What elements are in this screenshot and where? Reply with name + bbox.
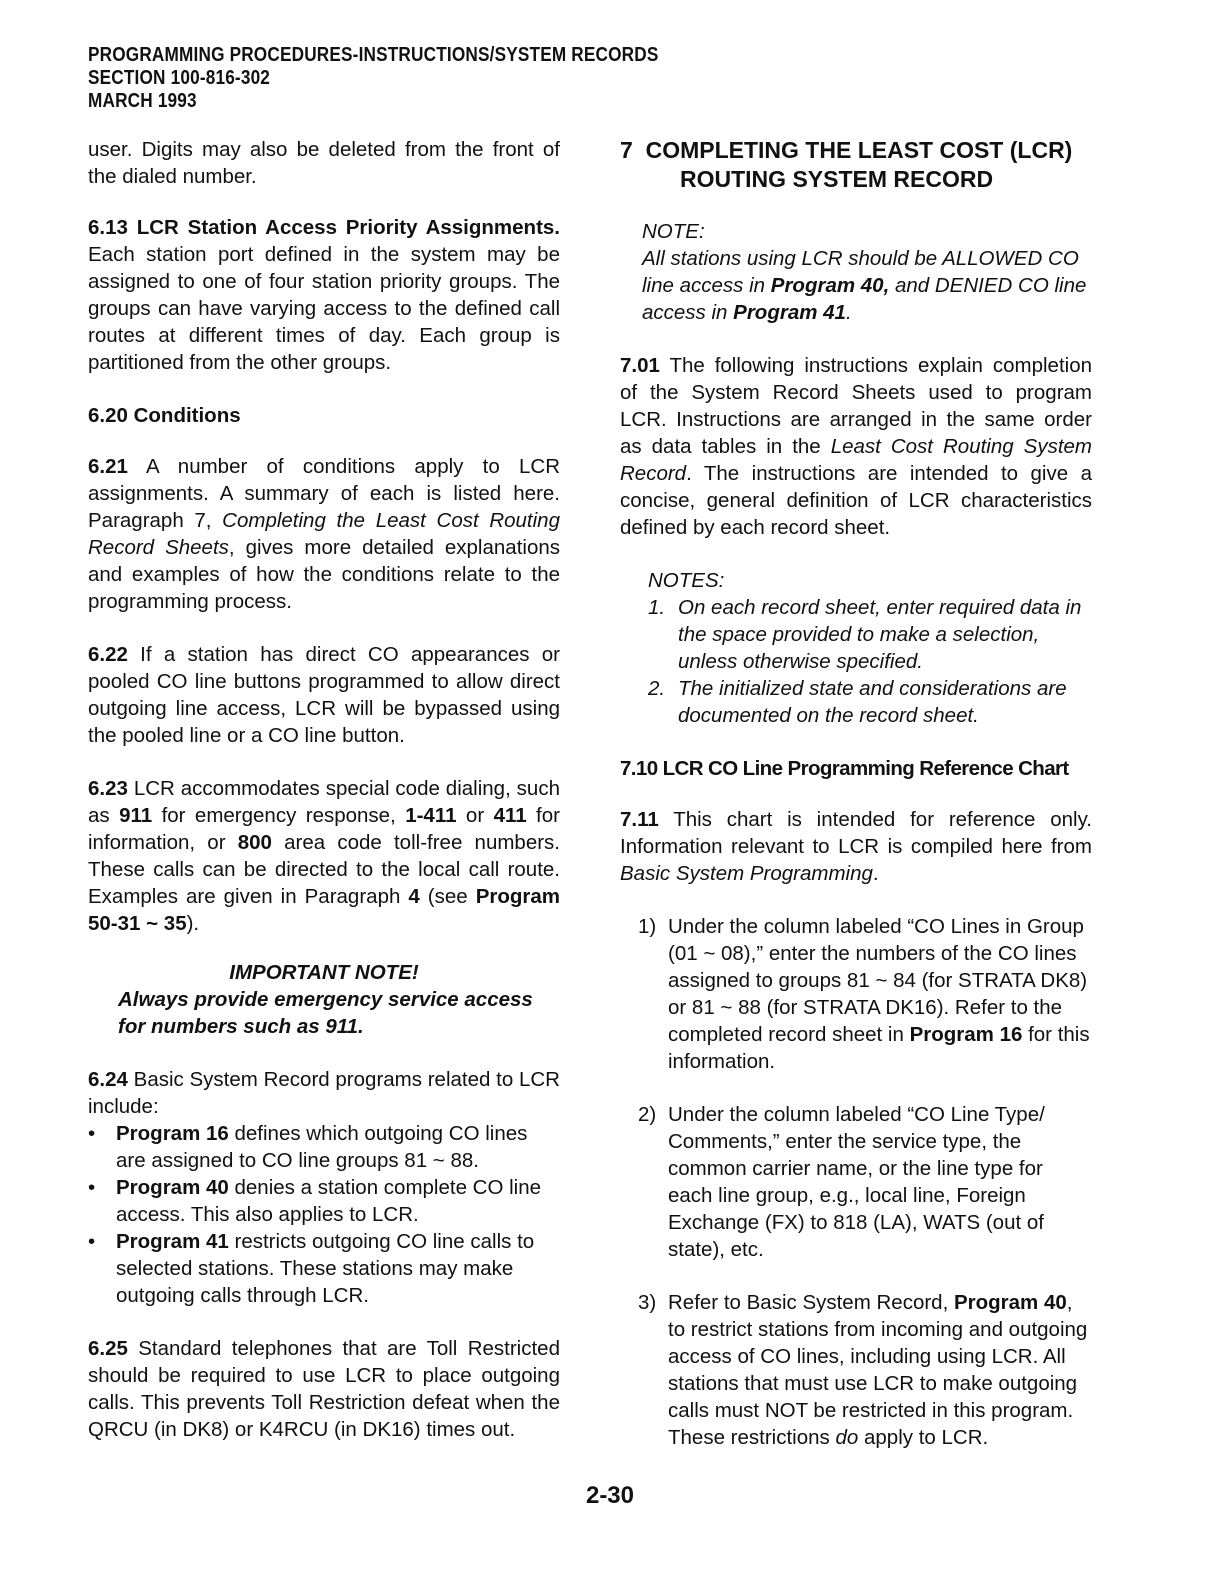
paragraph-6-25: 6.25 Standard telephones that are Toll Restricted should be required to use LCR to place outgoing calls. This prevents Toll Restriction defeat when the QRCU (in DK8) or K4RCU (in DK16) times out.: [88, 1337, 560, 1441]
header-title: PROGRAMMING PROCEDURES-INSTRUCTIONS/SYSTEM RECORDS: [88, 44, 659, 66]
list-item: 3) Refer to Basic System Record, Program 40, to restrict stations from incoming and outgoing access of CO lines, including using LCR. All stations that must use LCR to make outgoing calls must NOT be restricted in this program. These restrictions do apply to LCR.: [638, 1291, 1088, 1449]
list-item: • Program 16 defines which outgoing CO lines are assigned to CO line groups 81 ~ 88.: [88, 1122, 528, 1172]
heading-6-20: 6.20 Conditions: [88, 404, 241, 427]
paragraph-7-11: 7.11 This chart is intended for reference only. Information relevant to LCR is compiled here from Basic System Programming.: [620, 808, 1092, 885]
right-column: [620, 136, 1092, 1477]
notes-list: NOTES: 1. On each record sheet, enter required data in the space provided to make a selection, unless otherwise specified. 2. The initialized state and considerations are documented on the record sheet.: [620, 567, 1092, 729]
paragraph-6-13: 6.13 LCR Station Access Priority Assignments. Each station port defined in the system may be assigned to one of four station priority groups. The groups can have varying access to the defined call routes at different times of day. Each group is partitioned from the other groups.: [88, 216, 560, 374]
heading-7-10: 7.10 LCR CO Line Programming Reference Chart: [620, 757, 1069, 780]
list-item: 1) Under the column labeled “CO Lines in Group (01 ~ 08),” enter the numbers of the CO lines assigned to groups 81 ~ 84 (for STRATA DK8) or 81 ~ 88 (for STRATA DK16). Refer to the completed record sheet in Program 16 for this information.: [638, 915, 1090, 1073]
paragraph-6-24: 6.24 Basic System Record programs related to LCR include:: [88, 1068, 560, 1118]
list-item: 1. On each record sheet, enter required data in the space provided to make a selection, unless otherwise specified.: [648, 596, 1082, 673]
intro-text: user. Digits may also be deleted from the front of the dialed number.: [88, 138, 560, 188]
important-note-body: Always provide emergency service access for numbers such as 911.: [118, 988, 533, 1038]
list-item: • Program 41 restricts outgoing CO line calls to selected stations. These stations may make outgoing calls through LCR.: [88, 1230, 535, 1307]
important-note-title: IMPORTANT NOTE!: [229, 961, 419, 984]
paragraph-7-01: 7.01 The following instructions explain completion of the System Record Sheets used to program LCR. Instructions are arranged in the same order as data tables in the Least Cost Routing System Record. The instructions are intended to give a concise, general definition of LCR characteristics defined by each record sheet.: [620, 354, 1092, 539]
page-number: 2-30: [585, 1482, 635, 1509]
paragraph-6-21: 6.21 A number of conditions apply to LCR assignments. A summary of each is listed here. Paragraph 7, Completing the Least Cost Routing Record Sheets, gives more detailed explanations and examples of how the conditions relate to the programming process.: [88, 455, 560, 613]
header-section: SECTION 100-816-302: [88, 67, 271, 89]
section-7-title: 7 COMPLETING THE LEAST COST (LCR) ROUTING SYSTEM RECORD: [620, 137, 1073, 192]
list-item: 2. The initialized state and considerations are documented on the record sheet.: [648, 677, 1067, 727]
page-header: [88, 44, 659, 113]
p613-title: 6.13 LCR Station Access Priority Assignments.: [88, 216, 560, 239]
paragraph-6-23: 6.23 LCR accommodates special code dialing, such as 911 for emergency response, 1-411 or 411 for information, or 800 area code toll-free numbers. These calls can be directed to the local call route. Examples are given in Paragraph 4 (see Program 50-31 ~ 35).: [88, 777, 560, 935]
left-column: [88, 136, 560, 1469]
paragraph-6-22: 6.22 If a station has direct CO appearances or pooled CO line buttons programmed to allow direct outgoing line access, LCR will be bypassed using the pooled line or a CO line button.: [88, 643, 560, 747]
list-item: • Program 40 denies a station complete CO line access. This also applies to LCR.: [88, 1176, 542, 1226]
list-item: 2) Under the column labeled “CO Line Type/ Comments,” enter the service type, the common carrier name, or the line type for each line group, e.g., local line, Foreign Exchange (FX) to 818 (LA), WATS (out of state), etc.: [638, 1103, 1045, 1261]
lcr-note: NOTE: All stations using LCR should be ALLOWED CO line access in Program 40, and DENIED CO line access in Program 41.: [642, 220, 1087, 324]
header-date: MARCH 1993: [88, 90, 197, 112]
